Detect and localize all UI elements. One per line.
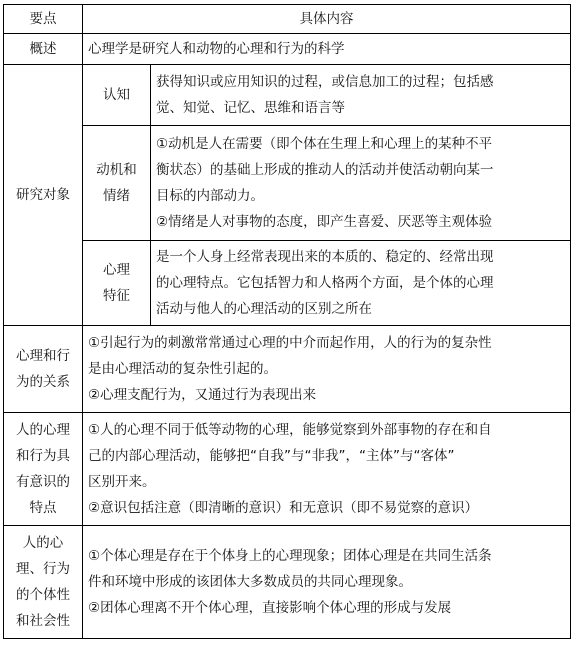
consciousness-label-line: 和行为具 <box>16 448 70 464</box>
individual-row <box>4 526 571 639</box>
cognition-text <box>151 65 571 126</box>
relation-line: ①引起行为的刺激常常通过心理的中介而起作用，人的行为的复杂性 <box>88 335 492 351</box>
cognition-label: 认知 <box>83 65 151 126</box>
consciousness-line: 己的内部心理活动，能够把“自我”与“非我”，“主体”与“客体” <box>88 448 455 464</box>
individual-label-line: 理、行为 <box>16 561 70 577</box>
individual-line: ①个体心理是存在于个体身上的心理现象；团体心理是在共同生活条 <box>88 548 492 564</box>
cognition-line: 觉、知觉、记忆、思维和语言等 <box>156 100 345 116</box>
overview-row <box>4 34 571 65</box>
relation-label-line: 为的关系 <box>16 374 70 390</box>
consciousness-label-line: 人的心理 <box>16 422 70 438</box>
traits-line: 活动与他人的心理活动的区别之所在 <box>156 301 372 317</box>
motivation-label-line: 动机和 <box>96 162 137 178</box>
motivation-label-line: 情绪 <box>103 188 130 204</box>
individual-line: 件和环境中形成的该团体大多数成员的共同心理现象。 <box>88 574 412 590</box>
header-content: 具体内容 <box>83 5 571 34</box>
consciousness-line: 区别开来。 <box>88 474 156 490</box>
consciousness-label-line: 特点 <box>29 500 57 516</box>
traits-label-line: 心理 <box>103 262 130 278</box>
motivation-line: ②情绪是人对事物的态度，即产生喜爱、厌恶等主观体验 <box>156 214 493 230</box>
overview-text: 心理学是研究人和动物的心理和行为的科学 <box>83 34 571 65</box>
traits-row <box>4 241 571 326</box>
consciousness-label-line: 有意识的 <box>16 474 70 490</box>
motivation-line: ①动机是人在需要（即个体在生理上和心理上的某种不平 <box>156 136 493 152</box>
consciousness-line: ②意识包括注意（即清晰的意识）和无意识（即不易觉察的意识） <box>88 500 479 516</box>
relation-label-line: 心理和行 <box>16 348 70 364</box>
consciousness-row <box>4 413 571 526</box>
relation-label <box>4 326 83 413</box>
consciousness-label <box>4 413 83 526</box>
relation-text <box>83 326 571 413</box>
traits-line: 是一个人身上经常表现出来的本质的、稳定的、经常出现 <box>156 249 494 265</box>
motivation-row <box>4 126 571 241</box>
research-label: 研究对象 <box>4 65 83 326</box>
psychology-table <box>3 4 571 639</box>
relation-row <box>4 326 571 413</box>
individual-label-line: 人的心 <box>22 535 64 551</box>
consciousness-text <box>83 413 571 526</box>
consciousness-line: ①人的心理不同于低等动物的心理，能够觉察到外部事物的存在和自 <box>88 422 492 438</box>
traits-label <box>83 241 151 326</box>
cognition-line: 获得知识或应用知识的过程，或信息加工的过程；包括感 <box>156 74 494 90</box>
motivation-label <box>83 126 151 241</box>
traits-line: 的心理特点。它包括智力和人格两个方面，是个体的心理 <box>156 275 494 291</box>
motivation-line: 衡状态）的基础上形成的推动人的活动并使活动朝向某一 <box>156 162 494 178</box>
relation-line: ②心理支配行为，又通过行为表现出来 <box>88 387 317 403</box>
individual-text <box>83 526 571 639</box>
cognition-row <box>4 65 571 126</box>
individual-line: ②团体心理离不开个体心理，直接影响个体心理的形成与发展 <box>88 600 452 616</box>
motivation-text <box>151 126 571 241</box>
overview-label: 概述 <box>4 34 83 65</box>
individual-label <box>4 526 83 639</box>
relation-line: 是由心理活动的复杂性引起的。 <box>88 361 277 377</box>
individual-label-line: 的个体性 <box>16 587 70 603</box>
motivation-line: 目标的内部动力。 <box>156 188 264 204</box>
traits-label-line: 特征 <box>103 288 130 304</box>
header-key-point: 要点 <box>4 5 83 34</box>
individual-label-line: 和社会性 <box>16 613 70 629</box>
traits-text <box>151 241 571 326</box>
header-row <box>4 5 571 34</box>
